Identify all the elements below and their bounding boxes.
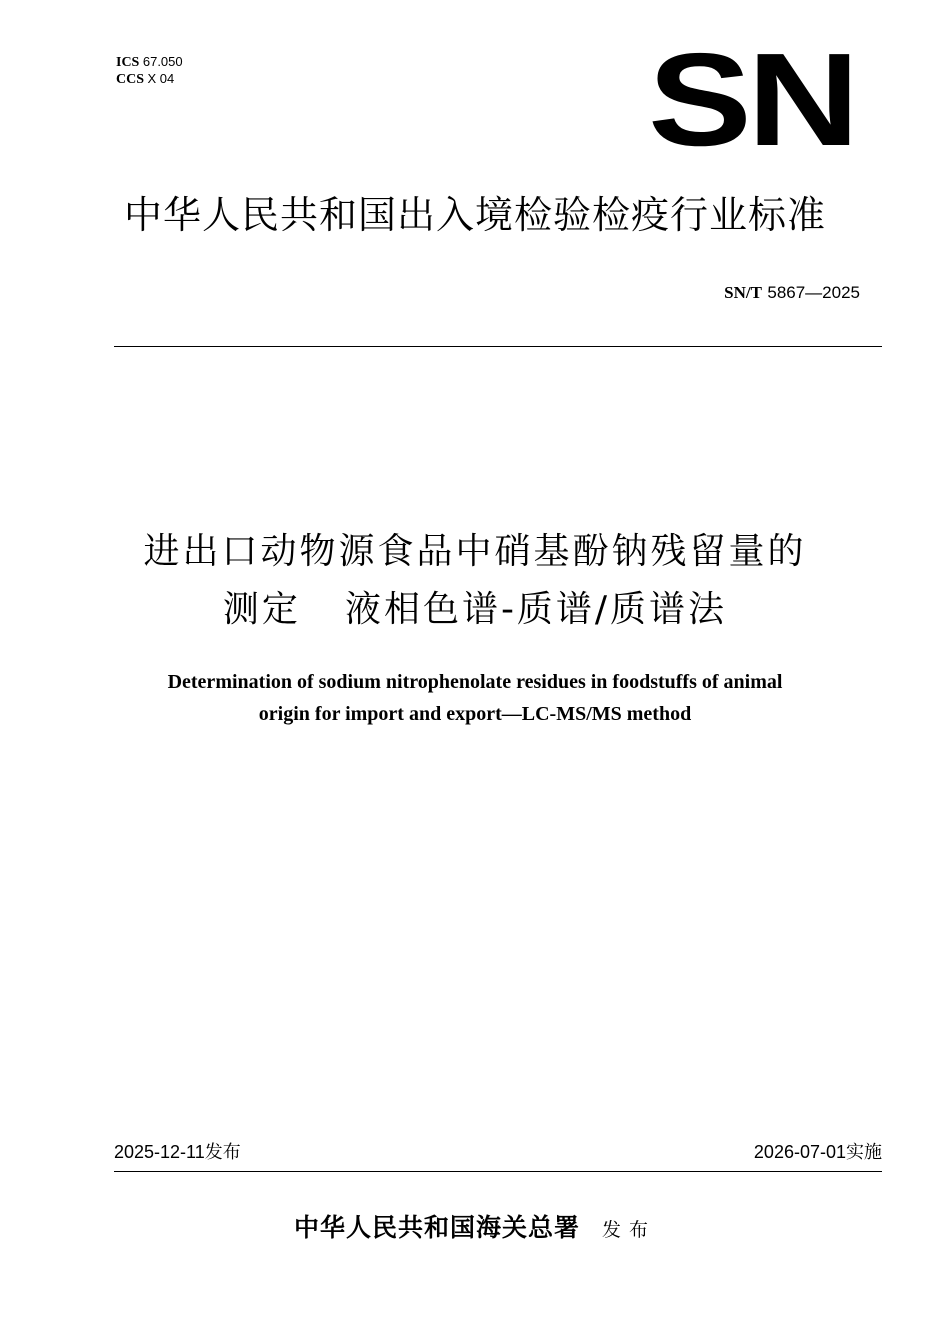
english-title-line-2: origin for import and export—LC-MS/MS method: [258, 703, 692, 725]
english-title-line-1: Determination of sodium nitrophenolate residues in foodstuffs of animal: [167, 671, 783, 693]
chinese-title-line-2: [0, 581, 950, 639]
top-divider: [114, 346, 882, 347]
ics-line: [116, 54, 183, 71]
effective-date-label: 实施: [846, 1142, 882, 1163]
ccs-value: X 04: [147, 71, 175, 86]
standard-number-value: 5867—2025: [767, 283, 860, 302]
chinese-title-line-2-part-2: 液相色谱-质谱/质谱法: [344, 589, 728, 630]
issuer-title: 中华人民共和国出入境检验检疫行业标准: [123, 193, 826, 237]
ics-label: ICS: [116, 55, 140, 70]
publisher-action: 发布: [602, 1219, 657, 1241]
publisher-org: 中华人民共和国海关总署: [293, 1213, 580, 1242]
issue-date-value: 2025-12-11: [114, 1142, 205, 1162]
ccs-label: CCS: [116, 72, 145, 87]
standard-number: [724, 282, 860, 304]
ccs-line: [116, 71, 183, 88]
classification-codes: [116, 54, 183, 88]
effective-date: [754, 1139, 882, 1166]
chinese-title-line-2-part-1: 测定: [222, 589, 301, 630]
standard-number-prefix: SN/T: [724, 283, 762, 302]
sn-logo: SN: [648, 26, 855, 173]
publisher: [0, 1210, 950, 1248]
issue-date-label: 发布: [204, 1142, 241, 1163]
ics-value: 67.050: [142, 54, 183, 69]
bottom-divider: [114, 1171, 882, 1172]
issue-date: [114, 1139, 241, 1166]
effective-date-value: 2026-07-01: [753, 1142, 846, 1162]
chinese-title-line-1: 进出口动物源食品中硝基酚钠残留量的: [143, 531, 807, 572]
